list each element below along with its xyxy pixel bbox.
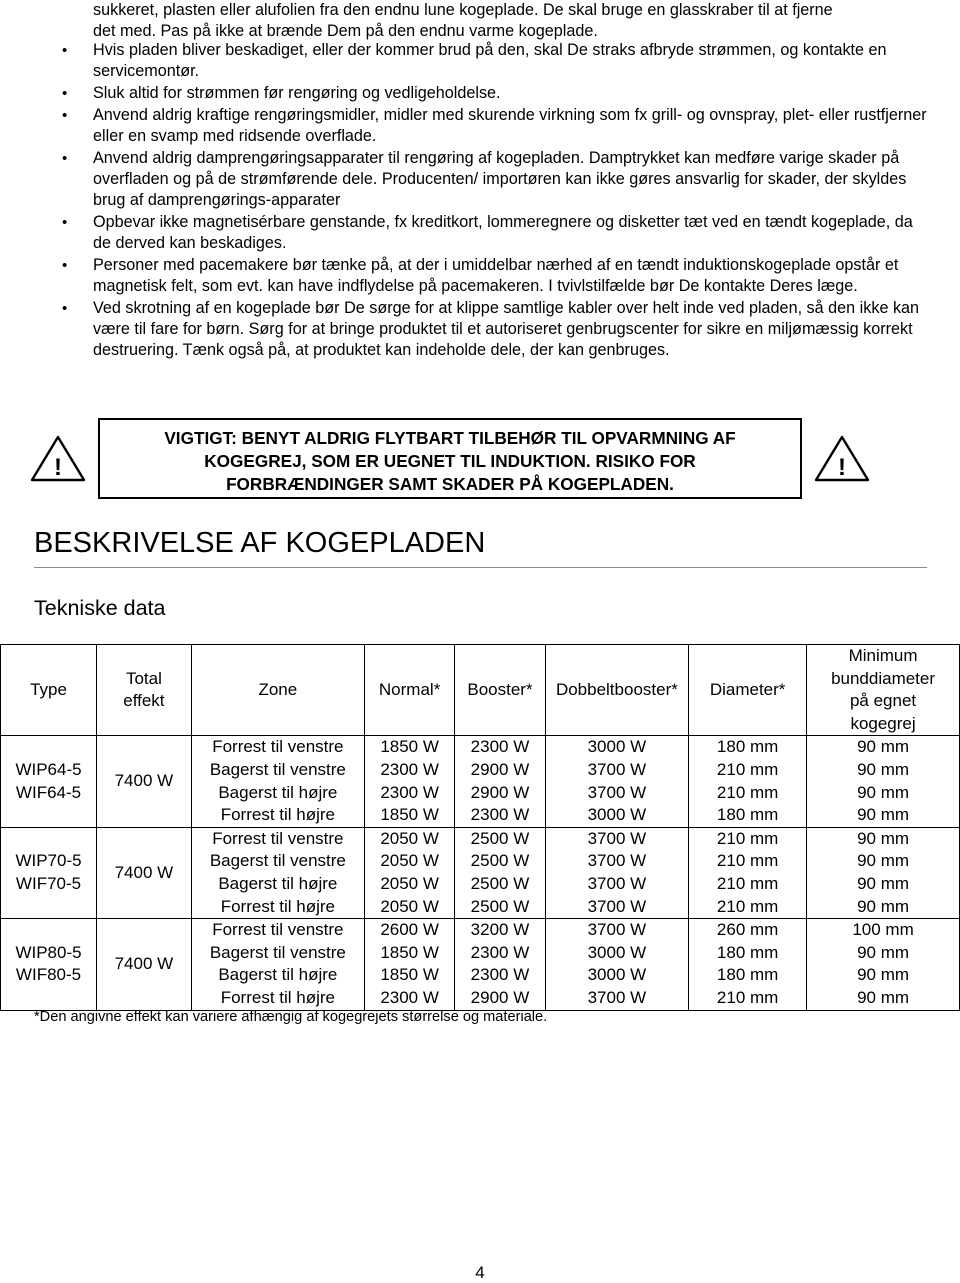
cell-diameter: 260 mm 180 mm 180 mm 210 mm	[689, 919, 807, 1010]
header-booster: Booster*	[455, 645, 545, 736]
warning-triangle-icon	[814, 434, 870, 482]
heading-rule	[34, 567, 927, 568]
bullet-item: • Opbevar ikke magnetisérbare genstande, fx kreditkort, lommeregnere og disketter tæt ved en tændt kogeplade, da de derved kan beskadiges.	[0, 212, 933, 254]
intro-line: sukkeret, plasten eller alufolien fra den endnu lune kogeplade. De skal bruge en glasskraber til at fjerne	[93, 1, 833, 19]
bullet-item: • Anvend aldrig kraftige rengøringsmidler, midler med skurende virkning som fx grill- og ovnspray, plet- eller rustfjerner eller en svamp med ridsende overflade.	[0, 105, 933, 147]
cell-min-diameter: 90 mm 90 mm 90 mm 90 mm	[807, 827, 960, 918]
cell-type: WIP80-5 WIF80-5	[1, 919, 97, 1010]
intro-paragraph	[93, 0, 933, 42]
warning-symbol: !	[54, 454, 62, 481]
bullet-item: • Anvend aldrig damprengøringsapparater til rengøring af kogepladen. Damptrykket kan medføre varige skader på overfladen og på de strømførende dele. Producenten/ importøren kan ikke gøres ansvarlig for skader, der skyldes brug af damprengørings-apparater	[0, 148, 933, 211]
table-row	[1, 919, 960, 1010]
cell-effect: 7400 W	[97, 919, 192, 1010]
section-heading: BESKRIVELSE AF KOGEPLADEN	[34, 527, 486, 559]
cell-effect: 7400 W	[97, 827, 192, 918]
cell-booster: 2500 W 2500 W 2500 W 2500 W	[455, 827, 545, 918]
table-row	[1, 736, 960, 827]
warning-line: VIGTIGT: BENYT ALDRIG FLYTBART TILBEHØR TIL OPVARMNING AF	[164, 428, 736, 448]
header-diameter: Diameter*	[689, 645, 807, 736]
warning-triangle-icon	[30, 434, 86, 482]
table-footnote: *Den angivne effekt kan variere afhængig af kogegrejets størrelse og materiale.	[34, 1009, 548, 1025]
table-header-row	[1, 645, 960, 736]
bullet-item: • Ved skrotning af en kogeplade bør De sørge for at klippe samtlige kabler over helt inde ved pladen, så den ikke kan være til fare for børn. Sørg for at bringe produktet til et autoriseret genbrugscenter for sikre en miljømæssig korrekt destruering. Tænk også på, at produktet kan indeholde dele, der kan genbruges.	[0, 298, 933, 361]
safety-bullet-list	[0, 40, 960, 362]
cell-zone: Forrest til venstre Bagerst til venstre Bagerst til højre Forrest til højre	[191, 919, 364, 1010]
page-number: 4	[475, 1263, 485, 1282]
cell-type: WIP64-5 WIF64-5	[1, 736, 97, 827]
bullet-item: • Personer med pacemakere bør tænke på, at der i umiddelbar nærhed af en tændt induktionskogeplade opstår et magnetisk felt, som evt. kan have indflydelse på pacemakeren. I tvivlstilfælde bør De kontakte Deres læge.	[0, 255, 933, 297]
warning-line: KOGEGREJ, SOM ER UEGNET TIL INDUKTION. RISIKO FOR	[204, 451, 696, 471]
intro-line: det med. Pas på ikke at brænde Dem på den endnu varme kogeplade.	[93, 22, 598, 40]
cell-diameter: 180 mm 210 mm 210 mm 180 mm	[689, 736, 807, 827]
cell-booster: 3200 W 2300 W 2300 W 2900 W	[455, 919, 545, 1010]
technical-data-table	[0, 644, 960, 1011]
header-total-effect: Total effekt	[97, 645, 192, 736]
cell-dobbeltbooster: 3700 W 3700 W 3700 W 3700 W	[545, 827, 688, 918]
cell-booster: 2300 W 2900 W 2900 W 2300 W	[455, 736, 545, 827]
cell-min-diameter: 100 mm 90 mm 90 mm 90 mm	[807, 919, 960, 1010]
warning-line: FORBRÆNDINGER SAMT SKADER PÅ KOGEPLADEN.	[226, 474, 674, 494]
bullet-item: • Sluk altid for strømmen før rengøring og vedligeholdelse.	[0, 83, 933, 104]
header-type: Type	[1, 645, 97, 736]
subsection-heading: Tekniske data	[34, 596, 166, 620]
table-row	[1, 827, 960, 918]
warning-symbol: !	[838, 454, 846, 481]
cell-normal: 2050 W 2050 W 2050 W 2050 W	[364, 827, 454, 918]
cell-type: WIP70-5 WIF70-5	[1, 827, 97, 918]
cell-dobbeltbooster: 3000 W 3700 W 3700 W 3000 W	[545, 736, 688, 827]
header-normal: Normal*	[364, 645, 454, 736]
header-zone: Zone	[191, 645, 364, 736]
cell-dobbeltbooster: 3700 W 3000 W 3000 W 3700 W	[545, 919, 688, 1010]
cell-zone: Forrest til venstre Bagerst til venstre Bagerst til højre Forrest til højre	[191, 827, 364, 918]
cell-normal: 1850 W 2300 W 2300 W 1850 W	[364, 736, 454, 827]
header-min-diameter: Minimum bunddiameter på egnet kogegrej	[807, 645, 960, 736]
cell-diameter: 210 mm 210 mm 210 mm 210 mm	[689, 827, 807, 918]
bullet-item: • Hvis pladen bliver beskadiget, eller der kommer brud på den, skal De straks afbryde strømmen, og kontakte en servicemontør.	[0, 40, 933, 82]
cell-effect: 7400 W	[97, 736, 192, 827]
cell-min-diameter: 90 mm 90 mm 90 mm 90 mm	[807, 736, 960, 827]
cell-zone: Forrest til venstre Bagerst til venstre Bagerst til højre Forrest til højre	[191, 736, 364, 827]
warning-box	[98, 418, 802, 499]
cell-normal: 2600 W 1850 W 1850 W 2300 W	[364, 919, 454, 1010]
header-dobbeltbooster: Dobbeltbooster*	[545, 645, 688, 736]
